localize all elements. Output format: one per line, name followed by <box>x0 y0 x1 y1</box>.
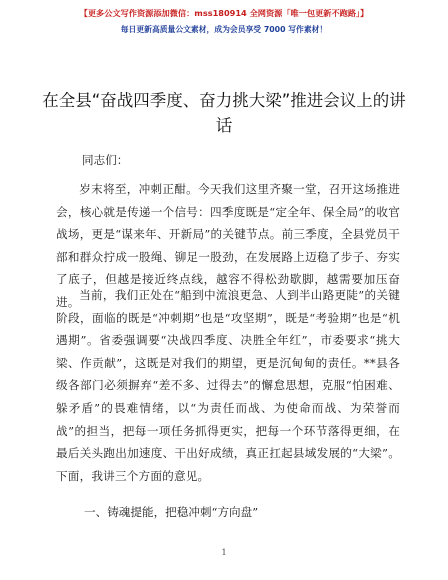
promo-banner-line1: 【更多公文写作资源添加微信：mss180914 全网资源「唯一包更新不跑路」】 <box>79 8 369 18</box>
document-title: 在全县“奋战四季度、奋力挑大梁”推进会议上的讲话 <box>42 91 406 135</box>
page-number: 1 <box>221 548 227 557</box>
paragraph-1: 岁末将至，冲刺正酣。今天我们这里齐聚一堂，召开这场推进会，核心就是传递一个信号：四季度既是“定全年、保全局”的收官战场，更是“谋来年、开新局”的关键节点。前三季度，全县党员干部和群众拧成一股绳、铆足一股劲，在发展路上迈稳了步子、夯实了底子，但越是接近终点线，越容不得松劲歇脚，越需要加压奋进。 <box>56 182 400 309</box>
promo-banner-line2: 每日更新高质量公文素材，成为会员享受 7000 写作素材！ <box>120 25 328 34</box>
section-heading: 一、铸魂提能，把稳冲刺“方向盘” <box>84 505 259 519</box>
paragraph-2: 当前，我们正处在“船到中流浪更急、人到半山路更陡”的关键阶段，面临的既是“冲刺期”也是“攻坚期”，既是“考验期”也是“机遇期”。省委强调要“决战四季度、决胜全年红”，市委要求“挑大梁、作贡献”，这既是对我们的期望，更是沉甸甸的责任。**县各级各部门必须摒弃“差不多、过得去”的懈怠思想，克服“怕困难、躲矛盾”的畏难情绪，以“为责任而战、为使命而战、为荣誉而战”的担当，把每一项任务抓得更实，把每一个环节落得更细，在最后关头跑出加速度、干出好成绩，真正扛起县域发展的“大梁”。下面，我讲三个方面的意见。 <box>56 288 400 483</box>
salutation: 同志们： <box>82 153 129 167</box>
